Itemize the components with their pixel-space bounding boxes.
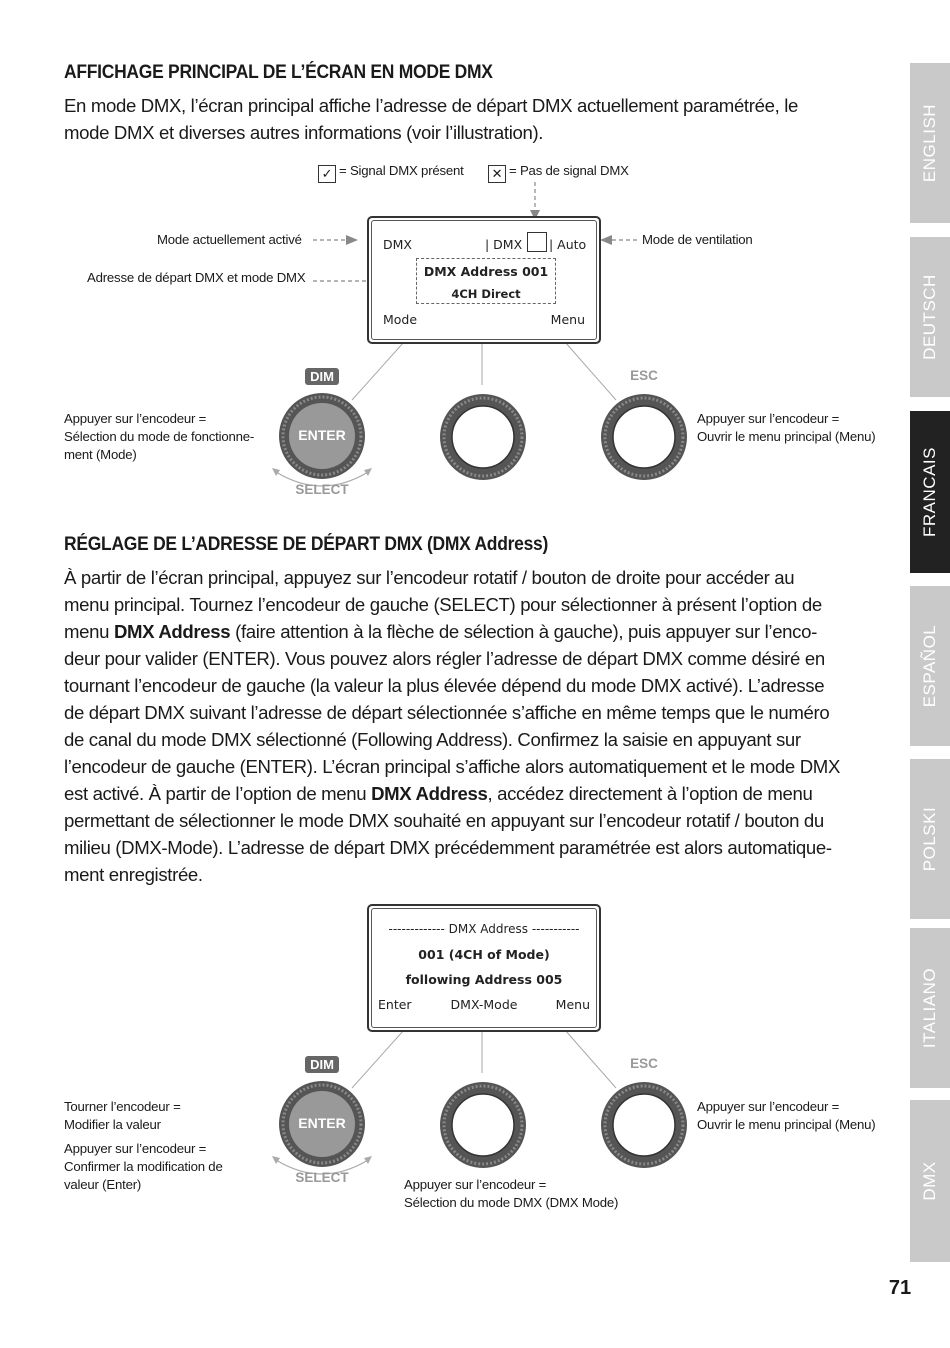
lcd-address: DMX Address 001 xyxy=(423,264,549,279)
encoder-right-2-graphic xyxy=(599,1080,689,1170)
lcd2-enter-softkey: Enter xyxy=(378,997,412,1012)
caption-line: Ouvrir le menu principal (Menu) xyxy=(697,429,876,444)
section2-line: l’encodeur de gauche (ENTER). L’écran principal s’affiche alors automatiquement et le mode DMX xyxy=(64,756,841,777)
encoder-left-2-caption-turn xyxy=(64,1098,181,1134)
page-number: 71 xyxy=(888,1277,912,1299)
caption-line: Appuyer sur l’encodeur = xyxy=(697,411,840,426)
encoder-middle-2-caption xyxy=(404,1176,618,1212)
tab-espanol-label: ESPAÑOL xyxy=(920,624,939,708)
encoder-middle-2[interactable] xyxy=(438,1080,528,1170)
caption-line: Appuyer sur l’encodeur = xyxy=(404,1177,547,1192)
lcd-address-box xyxy=(416,258,556,304)
encoder-middle-graphic xyxy=(438,392,528,482)
caption-line: Modifier la valeur xyxy=(64,1117,161,1132)
lcd2-dmx-mode-softkey: DMX-Mode xyxy=(450,997,518,1012)
encoder-middle[interactable] xyxy=(438,392,528,482)
lcd-main-screen xyxy=(367,216,601,344)
enter-label: ENTER xyxy=(298,1115,346,1131)
section2-line: permettant de sélectionner le mode DMX souhaité en appuyant sur l’encodeur rotatif / bouton du xyxy=(64,810,824,831)
tab-francais-label: FRANCAIS xyxy=(920,447,939,537)
lcd-menu-softkey: Menu xyxy=(550,312,585,327)
caption-line: Appuyer sur l’encodeur = xyxy=(64,411,207,426)
legend-no-signal-text: = Pas de signal DMX xyxy=(509,163,629,178)
tab-italiano-label: ITALIANO xyxy=(920,967,939,1049)
esc-label: ESC xyxy=(630,368,658,383)
cross-icon: ✕ xyxy=(488,165,506,183)
encoder-left-caption xyxy=(64,410,254,464)
lcd-fan-mode: | Auto xyxy=(549,237,587,252)
label-mode-active: Mode actuellement activé xyxy=(157,232,302,247)
lcd2-following-address: following Address 005 xyxy=(405,972,563,987)
select-label: SELECT xyxy=(295,1170,349,1185)
section2-line: de départ DMX suivant l’adresse de départ sélectionnée s’affiche en même temps que le numéro xyxy=(64,702,830,723)
legend-signal-text: = Signal DMX présent xyxy=(339,163,464,178)
section2-line: tournant l’encodeur de gauche (la valeur la plus élevée dépend du mode DMX activé). L’adresse xyxy=(64,675,825,696)
caption-line: Sélection du mode DMX (DMX Mode) xyxy=(404,1195,619,1210)
text-run: est activé. À partir de l’option de menu xyxy=(64,783,372,804)
text-run: (faire attention à la flèche de sélection à gauche), puis appuyer sur l’enco- xyxy=(230,621,817,642)
menu-option-dmx-address: DMX Address xyxy=(371,783,488,804)
label-address-mode: Adresse de départ DMX et mode DMX xyxy=(87,270,306,285)
tab-dmx-label: DMX xyxy=(920,1161,939,1201)
section2-line xyxy=(64,618,894,645)
section1-title: AFFICHAGE PRINCIPAL DE L’ÉCRAN EN MODE DMX xyxy=(64,62,493,83)
encoder-right-2[interactable] xyxy=(599,1048,689,1170)
section2-line: ment enregistrée. xyxy=(64,864,203,885)
tab-deutsch-label: DEUTSCH xyxy=(920,274,939,360)
section2-line: menu principal. Tournez l’encodeur de gauche (SELECT) pour sélectionner à présent l’option de xyxy=(64,594,822,615)
menu-option-dmx-address: DMX Address xyxy=(113,621,231,642)
lcd-dmx-signal-label: | DMX xyxy=(485,237,523,252)
section2-line xyxy=(64,780,894,807)
checkmark-icon: ✓ xyxy=(318,165,336,183)
section2-line: milieu (DMX-Mode). L’adresse de départ DMX précédemment paramétrée est alors automatique- xyxy=(64,837,832,858)
caption-line: Appuyer sur l’encodeur = xyxy=(64,1141,207,1156)
caption-line: Ouvrir le menu principal (Menu) xyxy=(697,1117,876,1132)
tab-english-label: ENGLISH xyxy=(920,103,939,183)
select-label: SELECT xyxy=(295,482,349,497)
encoder-right-graphic xyxy=(599,392,689,482)
lcd-signal-box xyxy=(527,232,547,252)
dim-label: DIM xyxy=(310,1057,334,1072)
lcd-mode-softkey: Mode xyxy=(383,312,418,327)
section1-line: En mode DMX, l’écran principal affiche l’adresse de départ DMX actuellement paramétrée, le xyxy=(64,95,798,116)
encoder-left-2-caption-press xyxy=(64,1140,223,1194)
lcd-mode: 4CH Direct xyxy=(451,287,521,301)
lcd2-header: ------------- DMX Address ----------- xyxy=(388,922,580,936)
caption-line: Appuyer sur l’encodeur = xyxy=(697,1099,840,1114)
esc-label: ESC xyxy=(630,1056,658,1071)
section2-paragraph xyxy=(64,564,894,888)
caption-line: Tourner l’encodeur = xyxy=(64,1099,181,1114)
encoder-right-caption xyxy=(697,410,876,446)
lcd-dmx-label: DMX xyxy=(383,237,412,252)
caption-line: ment (Mode) xyxy=(64,447,137,462)
text-run: , accédez directement à l’option de menu xyxy=(487,783,813,804)
encoder-right-2-caption xyxy=(697,1098,876,1134)
text-run: menu xyxy=(64,621,114,642)
section2-line: de canal du mode DMX sélectionné (Following Address). Confirmez la saisie en appuyant sur xyxy=(64,729,801,750)
section2-line: deur pour valider (ENTER). Vous pouvez alors régler l’adresse de départ DMX comme désiré en xyxy=(64,648,825,669)
encoder-left-2[interactable] xyxy=(262,1048,382,1194)
encoder-left[interactable] xyxy=(262,360,382,506)
tab-polski-label: POLSKI xyxy=(920,806,939,872)
lcd-address-screen xyxy=(367,904,601,1032)
caption-line: Sélection du mode de fonctionne- xyxy=(64,429,255,444)
lcd2-address-value: 001 (4CH of Mode) xyxy=(418,947,550,962)
section2-line: À partir de l’écran principal, appuyez sur l’encodeur rotatif / bouton de droite pour accéder au xyxy=(64,567,795,588)
enter-label: ENTER xyxy=(298,427,346,443)
caption-line: Confirmer la modification de xyxy=(64,1159,223,1174)
section2-title: RÉGLAGE DE L’ADRESSE DE DÉPART DMX (DMX Address) xyxy=(64,534,549,555)
label-fan-mode: Mode de ventilation xyxy=(642,232,753,247)
dim-label: DIM xyxy=(310,369,334,384)
lcd2-menu-softkey: Menu xyxy=(555,997,590,1012)
encoder-right[interactable] xyxy=(599,360,689,482)
section1-line: mode DMX et diverses autres informations (voir l’illustration). xyxy=(64,122,544,143)
caption-line: valeur (Enter) xyxy=(64,1177,142,1192)
encoder-middle-2-graphic xyxy=(438,1080,528,1170)
